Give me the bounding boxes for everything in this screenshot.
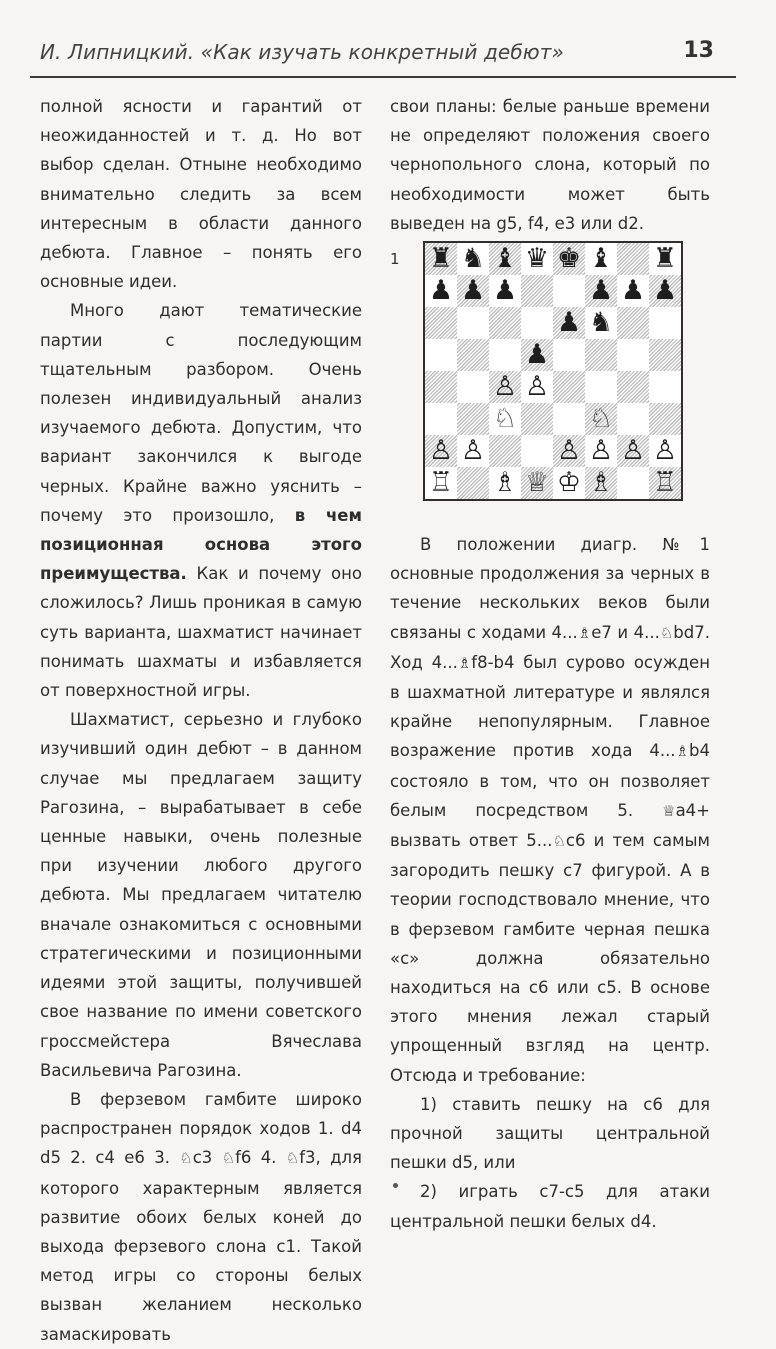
square-g7 [617, 275, 649, 307]
black-knight-icon: ♞ [588, 307, 614, 338]
knight-figurine-icon: ♘ [285, 1149, 300, 1168]
square-d5 [521, 339, 553, 371]
white-rook-icon: ♖ [652, 467, 678, 498]
white-pawn-icon: ♙ [492, 371, 518, 402]
white-pawn-icon: ♙ [652, 435, 678, 466]
square-a8 [425, 243, 457, 275]
black-pawn-icon: ♟ [460, 275, 486, 306]
black-pawn-icon: ♟ [652, 275, 678, 306]
square-c6 [489, 307, 521, 339]
square-a3 [425, 403, 457, 435]
square-a7 [425, 275, 457, 307]
paragraph [40, 1085, 362, 1349]
white-pawn-icon: ♙ [428, 435, 454, 466]
square-g4 [617, 371, 649, 403]
black-pawn-icon: ♟ [588, 275, 614, 306]
black-bishop-icon: ♝ [588, 243, 614, 274]
square-h8 [649, 243, 681, 275]
square-f7 [585, 275, 617, 307]
bold-text: в чем позиционная основа этого преимущества. [40, 505, 362, 584]
square-b2 [457, 435, 489, 467]
header-rule [30, 76, 736, 78]
square-c4 [489, 371, 521, 403]
chess-board [423, 241, 683, 501]
knight-figurine-icon: ♘ [552, 832, 566, 851]
square-d1 [521, 467, 553, 499]
black-pawn-icon: ♟ [492, 275, 518, 306]
square-e2 [553, 435, 585, 467]
bishop-figurine-icon: ♗ [457, 653, 472, 672]
square-h5 [649, 339, 681, 371]
white-pawn-icon: ♙ [620, 435, 646, 466]
square-e7 [553, 275, 585, 307]
text-run: Как и почему оно сложилось? Лишь проникая в самую суть варианта, шахматист начинает понимать шахматы и избавляется от поверхностной игры. [40, 564, 362, 701]
square-d6 [521, 307, 553, 339]
square-e4 [553, 371, 585, 403]
print-speck [393, 1183, 398, 1188]
white-pawn-icon: ♙ [588, 435, 614, 466]
white-pawn-icon: ♙ [524, 371, 550, 402]
page-number: 13 [683, 38, 714, 63]
black-pawn-icon: ♟ [428, 275, 454, 306]
text-run: c6 и тем самым загородить пешку c7 фигурой. А в теории господствовало мнение, что в ферзевом гамбите черная пешка «c» должна обязательно находиться на c6 или c5. В основе этого мнения лежал старый упрощенный взгляд на центр. Отсюда и требование: [390, 831, 710, 1085]
square-c2 [489, 435, 521, 467]
black-rook-icon: ♜ [652, 243, 678, 274]
black-knight-icon: ♞ [460, 243, 486, 274]
square-h1 [649, 467, 681, 499]
text-run: b4 состояло в том, что он позволяет белым посредством 5. [390, 741, 710, 820]
square-a6 [425, 307, 457, 339]
white-queen-icon: ♕ [524, 467, 550, 498]
square-f6 [585, 307, 617, 339]
black-pawn-icon: ♟ [620, 275, 646, 306]
square-g2 [617, 435, 649, 467]
square-b7 [457, 275, 489, 307]
paragraph [390, 530, 710, 1090]
square-e6 [553, 307, 585, 339]
square-e5 [553, 339, 585, 371]
right-column-top [390, 92, 710, 238]
black-pawn-icon: ♟ [524, 339, 550, 370]
square-h4 [649, 371, 681, 403]
square-b5 [457, 339, 489, 371]
text-run: Много дают тематические партии с последующим тщательным разбором. Очень полезен индивидуальный анализ изучаемого дебюта. Допустим, что вариант закончился к выгоде черных. Крайне важно уяснить – почему это произошло, [40, 301, 362, 525]
square-d8 [521, 243, 553, 275]
square-c3 [489, 403, 521, 435]
text-run: a4+ вызвать ответ 5... [390, 800, 710, 851]
white-knight-icon: ♘ [588, 403, 614, 434]
knight-figurine-icon: ♘ [221, 1149, 236, 1168]
square-c1 [489, 467, 521, 499]
paragraph: 2) играть c7-c5 для атаки центральной пешки белых d4. [390, 1182, 710, 1231]
square-a1 [425, 467, 457, 499]
black-king-icon: ♚ [556, 243, 582, 274]
left-column [40, 92, 362, 1349]
square-e1 [553, 467, 585, 499]
square-g3 [617, 403, 649, 435]
queen-figurine-icon: ♕ [662, 801, 676, 820]
square-g8 [617, 243, 649, 275]
square-h7 [649, 275, 681, 307]
text-run: bd7. Ход 4... [390, 622, 710, 672]
square-c7 [489, 275, 521, 307]
square-a2 [425, 435, 457, 467]
white-pawn-icon: ♙ [460, 435, 486, 466]
square-d3 [521, 403, 553, 435]
white-king-icon: ♔ [556, 467, 582, 498]
square-b8 [457, 243, 489, 275]
square-a4 [425, 371, 457, 403]
text-run: e7 и 4... [591, 622, 660, 642]
square-b3 [457, 403, 489, 435]
white-rook-icon: ♖ [428, 467, 454, 498]
right-column-bottom [390, 530, 710, 1236]
square-c5 [489, 339, 521, 371]
square-g1 [617, 467, 649, 499]
square-g6 [617, 307, 649, 339]
black-bishop-icon: ♝ [492, 243, 518, 274]
paragraph [40, 296, 362, 705]
square-a5 [425, 339, 457, 371]
text-run: c3 [192, 1148, 222, 1168]
bishop-figurine-icon: ♗ [577, 623, 592, 642]
white-bishop-icon: ♗ [588, 467, 614, 498]
knight-figurine-icon: ♘ [179, 1149, 193, 1168]
square-g5 [617, 339, 649, 371]
square-d7 [521, 275, 553, 307]
square-f2 [585, 435, 617, 467]
paragraph: 1) ставить пешку на c6 для прочной защиты центральной пешки d5, или [390, 1094, 710, 1173]
white-pawn-icon: ♙ [556, 435, 582, 466]
square-f5 [585, 339, 617, 371]
square-b4 [457, 371, 489, 403]
square-e3 [553, 403, 585, 435]
square-b1 [457, 467, 489, 499]
black-pawn-icon: ♟ [556, 307, 582, 338]
diagram-number: 1 [390, 250, 400, 268]
square-d2 [521, 435, 553, 467]
text-run: f3, для которого характерным является развитие обоих белых коней до выхода ферзевого слона c1. Такой метод игры со стороны белых вызван желанием несколько замаскировать [40, 1148, 362, 1344]
text-run: В положении диагр. №1 основные продолжения за черных в течение нескольких веков были связаны с ходами 4... [390, 535, 710, 642]
paragraph: полной ясности и гарантий от неожиданностей и т. д. Но вот выбор сделан. Отныне необходимо внимательно следить за всем интересным в области данного дебюта. Главное – понять его основные идеи. [40, 97, 362, 292]
text-run: f8-b4 был сурово осужден в шахматной литературе и являлся крайне непопулярным. Главное возражение против хода 4... [390, 652, 710, 761]
square-h6 [649, 307, 681, 339]
running-title: И. Липницкий. «Как изучать конкретный дебют» [40, 40, 564, 64]
square-f1 [585, 467, 617, 499]
text-run: f6 4. [235, 1148, 286, 1168]
text-run: В ферзевом гамбите широко распространен порядок ходов 1. d4 d5 2. c4 e6 3. [40, 1089, 362, 1168]
white-knight-icon: ♘ [492, 403, 518, 434]
square-h2 [649, 435, 681, 467]
square-f3 [585, 403, 617, 435]
square-b6 [457, 307, 489, 339]
white-bishop-icon: ♗ [492, 467, 518, 498]
square-h3 [649, 403, 681, 435]
square-f4 [585, 371, 617, 403]
square-e8 [553, 243, 585, 275]
paragraph: свои планы: белые раньше времени не определяют положения своего чернопольного слона, который по необходимости может быть выведен на g5, f4, e3 или d2. [390, 97, 710, 233]
square-c8 [489, 243, 521, 275]
black-queen-icon: ♛ [524, 243, 550, 274]
bishop-figurine-icon: ♗ [675, 742, 690, 761]
paragraph: Шахматист, серьезно и глубоко изучивший один дебют – в данном случае мы предлагаем защиту Рагозина, – вырабатывает в себе ценные навыки, очень полезные при изучении любого другого дебюта. Мы предлагаем читателю вначале ознакомиться с основными стратегическими и позиционными идеями этой защиты, получившей свое название по имени советского гроссмейстера Вячеслава Васильевича Рагозина. [40, 710, 362, 1080]
square-f8 [585, 243, 617, 275]
black-rook-icon: ♜ [428, 243, 454, 274]
square-d4 [521, 371, 553, 403]
knight-figurine-icon: ♘ [659, 623, 674, 642]
page-header [0, 0, 776, 78]
